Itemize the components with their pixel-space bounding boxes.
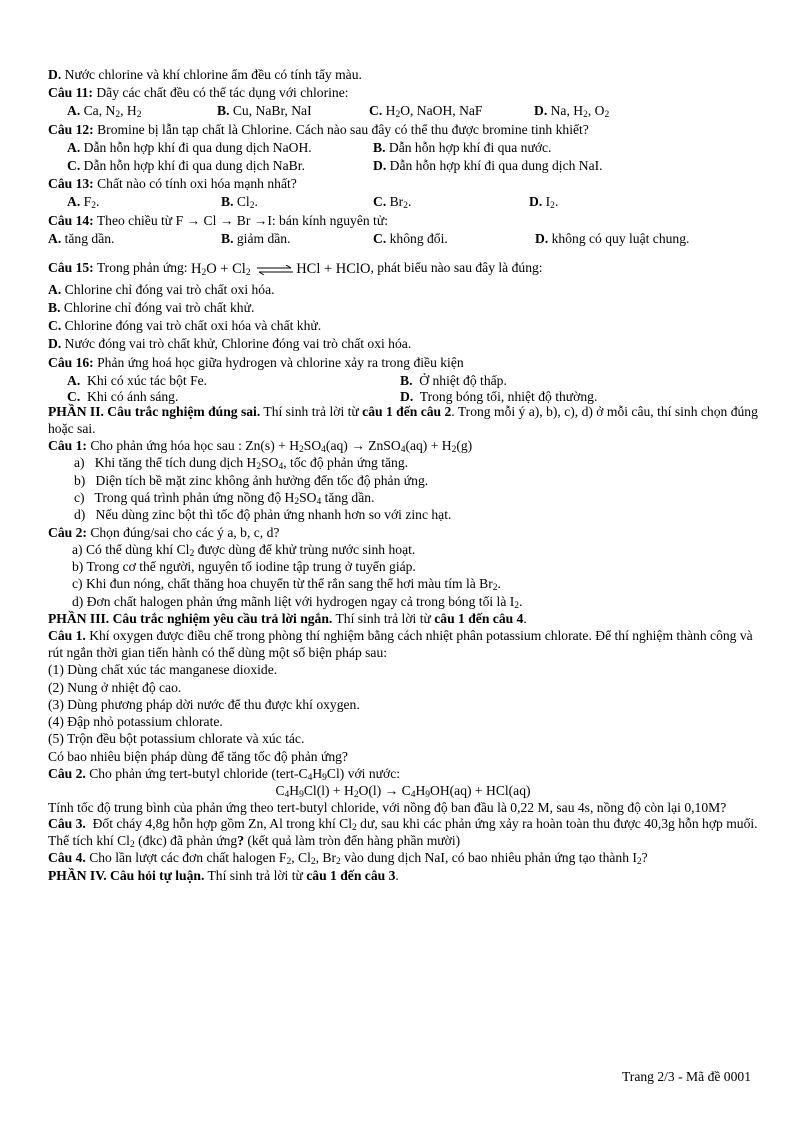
p3q2-text: Tính tốc độ trung bình của phản ứng theo tert-butyl chloride, với nồng độ ban đầu là 0,22 M, sau 4s, nồng độ còn lại 0,10M?	[48, 799, 727, 815]
part-2-heading: PHẦN II. Câu trắc nghiệm đúng sai. Thí sinh trả lời từ câu 1 đến câu 2. Trong mỗi ý a), b), c), d) ở mỗi câu, thí sinh chọn đúng hoặc sai.	[48, 404, 758, 436]
method-4: (4) Đập nhỏ potassium chlorate.	[48, 714, 223, 730]
method-3: (3) Dùng phương pháp dời nước để thu được khí oxygen.	[48, 696, 360, 712]
q16-options-ab: A. Khi có xúc tác bột Fe. B. Ở nhiệt độ thấp.	[67, 372, 507, 388]
p3q2-equation: $C_4H_9Cl(l) + H_2O(l) \to C_4H_9OH(aq) + HCl(aq)$	[275, 783, 531, 801]
equilibrium-equation: $H_2O + Cl_2$ HCl + HClO	[190, 260, 371, 278]
q14-options: A. tăng dần. B. giảm dần. C. không đổi. D. không có quy luật chung.	[48, 230, 690, 246]
p2-question-1: Câu 1: Cho phản ứng hóa học sau : $Zn(s) + H_2SO_4(aq)$ → ZnSO$_4$(aq) + $H_2(g)$	[48, 438, 473, 456]
q11-options: A. Ca, $N_2$, $H_2$ B. Cu, NaBr, NaI C. $H_2O$, NaOH, NaF D. Na, $H_2$, $O_2$	[67, 103, 610, 121]
question-13: Câu 13: Chất nào có tính oxi hóa mạnh nhất?	[48, 176, 297, 192]
method-5: (5) Trộn đều bột potassium chlorate và xúc tác.	[48, 731, 305, 747]
document-page	[48, 66, 758, 886]
p2q1-item-b: b) Diện tích bề mặt zinc không ảnh hưởng đến tốc độ phản ứng.	[74, 472, 429, 488]
p2q2-item-b: b) Trong cơ thể người, nguyên tố iodine tập trung ở tuyến giáp.	[72, 559, 416, 575]
q12-options-ab: A. Dẫn hỗn hợp khí đi qua dung dịch NaOH. B. Dẫn hỗn hợp khí đi qua nước.	[67, 139, 552, 155]
q15-option-b: B. Chlorine chỉ đóng vai trò chất khử.	[48, 300, 255, 316]
p3-question-4: Câu 4. Cho lần lượt các đơn chất halogen $F_2$, $Cl_2$, $Br_2$ vào dung dịch NaI, có bao nhiêu phản ứng tạo thành $I_2$?	[48, 850, 648, 868]
option-d-q10: D. Nước chlorine và khí chlorine ẩm đều có tính tẩy màu.	[48, 67, 362, 82]
question-11: Câu 11: Dãy các chất đều có thể tác dụng với chlorine:	[48, 85, 349, 101]
method-2: (2) Nung ở nhiệt độ cao.	[48, 679, 182, 695]
part-4-heading: PHẦN IV. Câu hỏi tự luận. Thí sinh trả lời từ câu 1 đến câu 3.	[48, 868, 399, 884]
p2q1-item-d: d) Nếu dùng zinc bột thì tốc độ phản ứng nhanh hơn so với zinc hạt.	[74, 507, 452, 523]
q13-options: A. $F_2$. B. $Cl_2$. C. $Br_2$. D. $I_2$.	[67, 194, 559, 212]
p2q2-item-d: d) Đơn chất halogen phản ứng mãnh liệt với hydrogen ngay cả trong bóng tối là $I_2$.	[72, 593, 523, 611]
q15-option-a: A. Chlorine chỉ đóng vai trò chất oxi hóa.	[48, 281, 275, 297]
p2q2-item-a: a) Có thể dùng khí $Cl_2$ được dùng để khử trùng nước sinh hoạt.	[72, 541, 416, 559]
method-question: Có bao nhiêu biện pháp dùng để tăng tốc độ phản ứng?	[48, 748, 348, 764]
p3-question-3: Câu 3. Đốt cháy 4,8g hỗn hợp gồm Zn, Al trong khí $Cl_2$ dư, sau khi các phản ứng xảy ra hoàn toàn thu được 40,3g hỗn hợp muối. Thể tích khí $Cl_2$ (đkc) đã phản ứng? (kết quả làm tròn đến hàng phần mười)	[48, 816, 758, 850]
q15-option-c: C. Chlorine đóng vai trò chất oxi hóa và chất khử.	[48, 318, 322, 334]
equilibrium-arrow-icon	[256, 265, 294, 275]
q12-options-cd: C. Dẫn hỗn hợp khí đi qua dung dịch NaBr. D. Dẫn hỗn hợp khí đi qua dung dịch NaI.	[67, 157, 603, 173]
p3-question-1: Câu 1. Khí oxygen được điều chế trong phòng thí nghiệm bằng cách nhiệt phân potassium chlorate. Để thí nghiệm thành công và rút ngắn thời gian tiến hành có thể dùng một số biện pháp sau:	[48, 628, 753, 660]
question-16: Câu 16: Phản ứng hoá học giữa hydrogen và chlorine xảy ra trong điều kiện	[48, 354, 464, 370]
q16-options-cd: C. Khi có ánh sáng. D. Trong bóng tối, nhiệt độ thường.	[67, 389, 598, 405]
question-15: Câu 15: Trong phản ứng: $H_2O + Cl_2$ HCl + HClO, phát biểu nào sau đây là đúng:	[48, 255, 758, 281]
p3-question-2: Câu 2. Cho phản ứng tert-butyl chloride $(tert-C_4H_9Cl)$ với nước:	[48, 766, 401, 784]
p2q1-item-c: c) Trong quá trình phản ứng nồng độ $H_2SO_4$ tăng dần.	[74, 490, 375, 507]
method-1: (1) Dùng chất xúc tác manganese dioxide.	[48, 662, 278, 678]
p2q2-item-c: c) Khi đun nóng, chất thăng hoa chuyển từ thể rắn sang thể hơi màu tím là $Br_2$.	[72, 576, 501, 594]
q15-option-d: D. Nước đóng vai trò chất khử, Chlorine đóng vai trò chất oxi hóa.	[48, 336, 412, 352]
question-14: Câu 14: Theo chiều từ F → Cl → Br →I: bán kính nguyên tử:	[48, 212, 388, 228]
part-3-heading: PHẦN III. Câu trắc nghiệm yêu cầu trả lời ngắn. Thí sinh trả lời từ câu 1 đến câu 4.	[48, 611, 527, 627]
p2-question-2: Câu 2: Chọn đúng/sai cho các ý a, b, c, d?	[48, 524, 280, 540]
page-footer: Trang 2/3 - Mã đề 0001	[621, 1069, 751, 1084]
question-12: Câu 12: Bromine bị lẫn tạp chất là Chlorine. Cách nào sau đây có thể thu được bromine tinh khiết?	[48, 121, 589, 137]
p2q1-item-a: a) Khi tăng thể tích dung dịch $H_2SO_4$, tốc độ phản ứng tăng.	[74, 455, 409, 473]
